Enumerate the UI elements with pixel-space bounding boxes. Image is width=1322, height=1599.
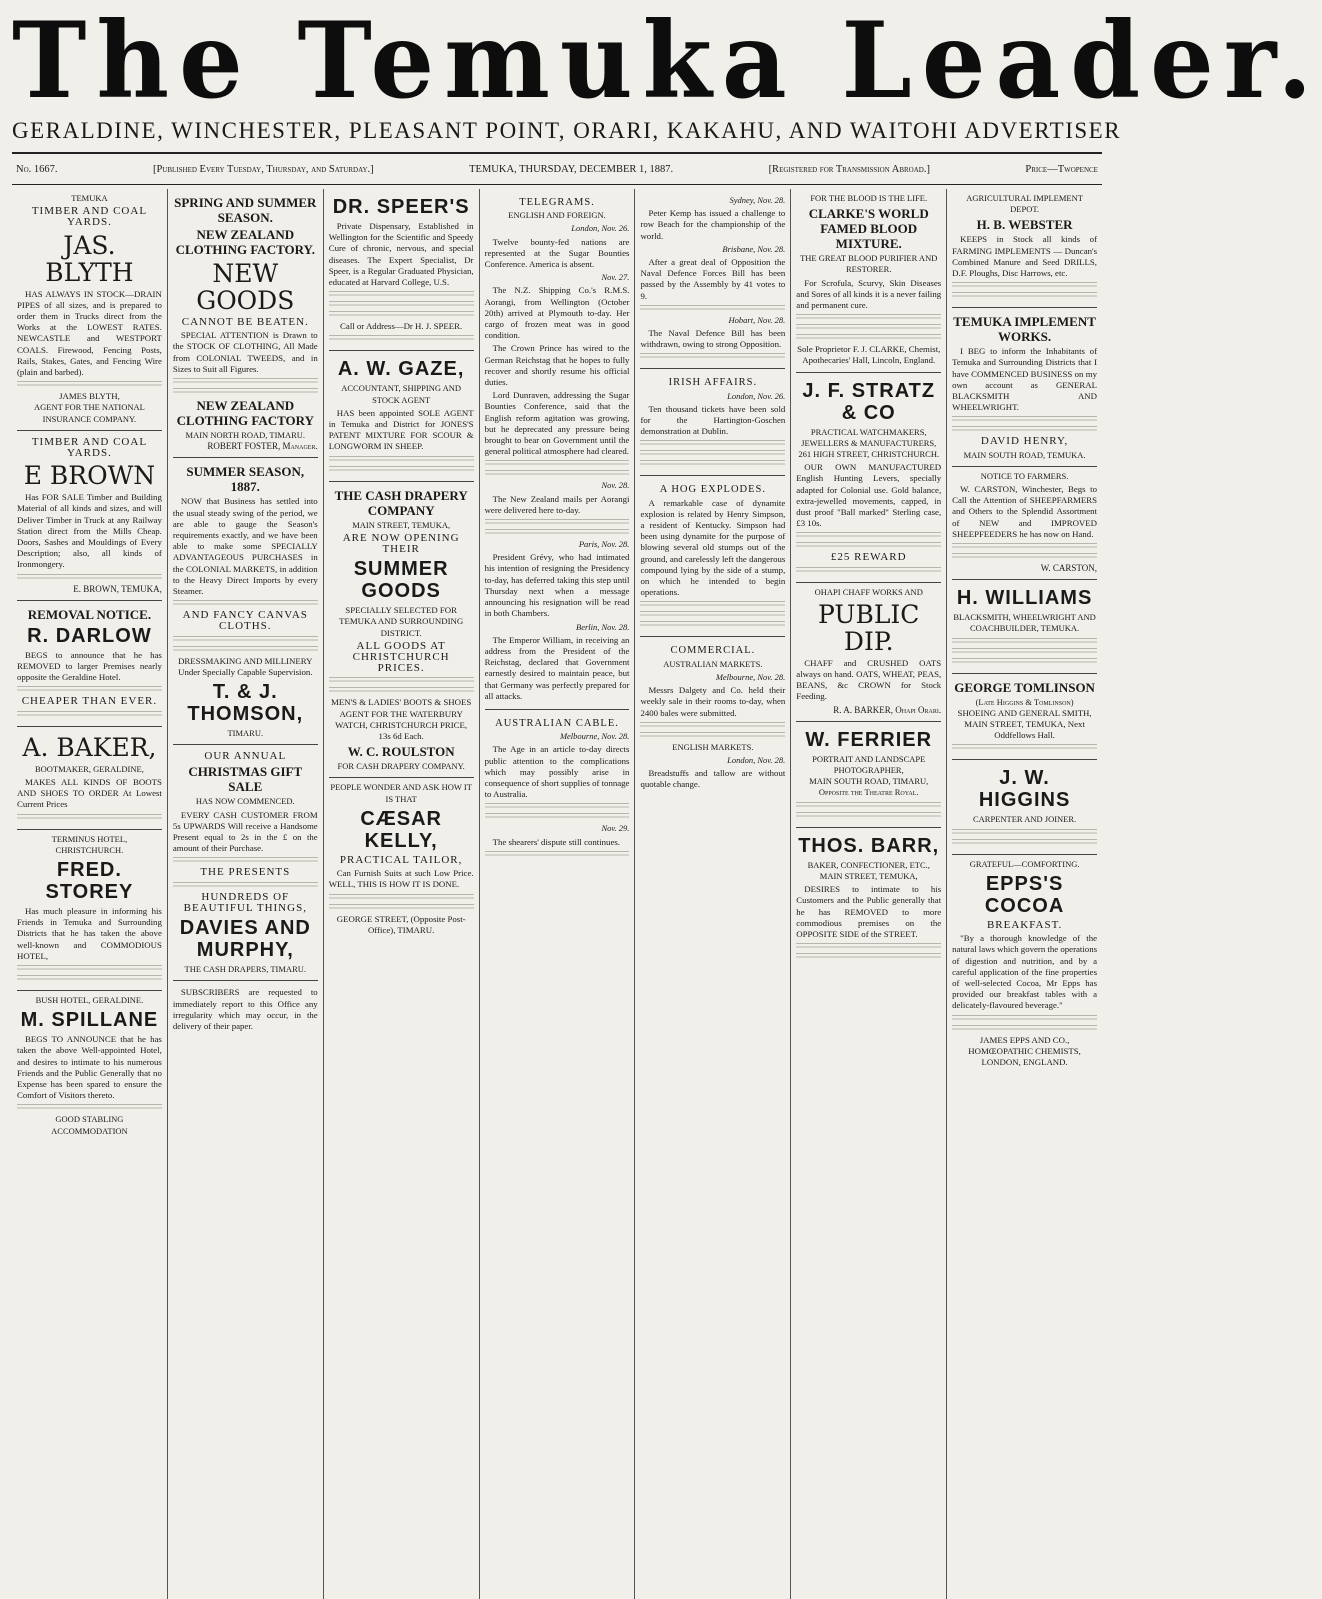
section-heading: A HOG EXPLODES. [659, 484, 767, 496]
issue-number: No. 1667. [16, 163, 58, 175]
ad-heading: REMOVAL NOTICE. [27, 606, 152, 622]
news-dateline: Nov. 29. [601, 823, 630, 834]
ad-line: HUNDREDS OF BEAUTIFUL THINGS, [183, 890, 307, 914]
newspaper-subtitle: GERALDINE, WINCHESTER, PLEASANT POINT, ORARI, KAKAHU, AND WAITOHI ADVERTISER [12, 118, 1122, 143]
irish-affairs-section [640, 369, 785, 476]
ad-address: MAIN SOUTH ROAD, TEMUKA. [963, 449, 1086, 460]
ad-trade: BLACKSMITH, WHEELWRIGHT AND COACHBUILDER, TEMUKA. [953, 612, 1096, 634]
column-5 [635, 189, 791, 1599]
ad-kicker: PEOPLE WONDER AND ASK HOW IT IS THAT [330, 782, 472, 804]
section-heading: COMMERCIAL. [670, 645, 756, 657]
ad-higgins [952, 760, 1097, 854]
ad-text: SPECIAL ATTENTION is Drawn to the STOCK OF CLOTHING, All Made from COLONIAL TWEEDS, and in Sizes to Suit all Figures. [172, 330, 318, 374]
ad-text: BEGS TO ANNOUNCE that he has taken the above Well-appointed Hotel, and desires to intimate to his numerous Friends and the Public Generally that no Expense has been spared to ensure the Comfort of Visitors thereto. [17, 1034, 162, 1101]
ad-line: MEN'S & LADIES' BOOTS & SHOES [331, 697, 472, 708]
ad-subheading: THE GREAT BLOOD PURIFIER AND RESTORER. [800, 253, 938, 275]
australian-cable-section [485, 710, 630, 866]
notice-text: SUBSCRIBERS are requested to immediately report to this Office any irregularity which may occur, in the delivery of their paper. [172, 987, 318, 1031]
issue-dateline: TEMUKA, THURSDAY, DECEMBER 1, 1887. [469, 163, 674, 175]
ad-text: Has FOR SALE Timber and Building Material of all kinds and sizes, and will Deliver Timber in Truck at any Railway Station direct from the Mills Cheap. Doors, Sashes and Mouldings of Every Description; also, all kinds of Ironmongery. [17, 492, 162, 570]
ad-heading: OHAPI CHAFF WORKS AND [814, 586, 923, 597]
ad-signature: JAMES EPPS AND CO., HOMŒOPATHIC CHEMISTS, LONDON, ENGLAND. [968, 1034, 1081, 1067]
ad-baker [17, 727, 162, 830]
publication-schedule: [Published Every Tuesday, Thursday, and Saturday.] [152, 163, 374, 175]
news-paragraph: Breadstuffs and tallow are without quotable change. [640, 768, 786, 790]
ad-text: HAS been appointed SOLE AGENT in Temuka and District for JONES'S PATENT MIXTURE FOR SCOUR & LONGWORM IN SHEEP. [328, 407, 474, 452]
section-subheading: ENGLISH AND FOREIGN. [508, 210, 606, 221]
ad-brown [17, 431, 162, 601]
news-dateline: Melbourne, Nov. 28. [559, 731, 630, 742]
ad-name: CLARKE'S WORLD FAMED BLOOD MIXTURE. [808, 206, 929, 252]
ad-signature: Sole Proprietor F. J. CLARKE, Chemist, Apothecaries' Hall, Lincoln, England. [797, 344, 941, 366]
ad-name: J. W. HIGGINS [978, 767, 1071, 812]
ad-trade: PORTRAIT AND LANDSCAPE PHOTOGRAPHER, [812, 753, 926, 776]
ad-address: MAIN STREET, TEMUKA, [352, 519, 451, 530]
news-paragraph: Twelve bounty-fed nations are represented at the Sugar Bounties Conference. America is absent. [484, 236, 630, 270]
ad-text: "By a thorough knowledge of the natural laws which govern the operations of digestion and nutrition, and by a careful application of the fine properties of well-selected Cocoa, Mr Epps has provided our breakfast tables with a delicately-flavoured beverage." [952, 933, 1098, 1011]
ad-name: DR. SPEER'S [332, 196, 470, 218]
ad-line: AND FANCY CANVAS CLOTHS. [182, 609, 308, 633]
news-paragraph: The N.Z. Shipping Co.'s R.M.S. Aorangi, from Wellington (October 20th) arrived at Plymouth to-day. Her cargo of frozen meat was in good condition. [484, 285, 630, 341]
ad-text: OUR OWN MANUFACTURED English Hunting Levers, specially adapted for Colonial use. Gold balance, extra-jewelled movements, capped, in dust proof "Ball marked" Sterling case, £3 10s. [796, 462, 942, 529]
ad-agent-note: AGENT FOR THE NATIONAL INSURANCE COMPANY. [33, 402, 145, 424]
ad-address: MAIN STREET, TEMUKA, [819, 870, 918, 881]
ad-ferrier [796, 722, 941, 828]
ad-kicker: GRATEFUL—COMFORTING. [969, 858, 1080, 869]
news-paragraph: The shearers' dispute still continues. [492, 836, 620, 847]
news-paragraph: The Emperor William, in receiving an address from the President of the Reichstag, declared that Government earnestly desired to maintain peace, but that Germany was perfectly prepared for all attacks. [484, 634, 630, 701]
ad-name: FRED. STOREY [45, 858, 134, 903]
column-1 [12, 189, 168, 1599]
ad-text: DESIRES to intimate to his Customers and the Public generally that he has REMOVED to more commodious premises on the OPPOSITE SIDE of the STREET. [796, 884, 942, 939]
ad-subheading: BREAKFAST. [986, 918, 1063, 931]
news-paragraph: A remarkable case of dynamite explosion is related by Henry Simpson, a resident of Kentucky. Simpson had been using dynamite for the purpose of blowing several old stumps out of the ground, and carelessly left the dangerous compound lying by the side of a stump, on which he intended to begin operations. [640, 497, 786, 598]
ad-address: MAIN SOUTH ROAD, TIMARU, Opposite the Theatre Royal. [809, 776, 929, 798]
news-dateline: London, Nov. 28. [727, 754, 786, 765]
ad-text: CHAFF and CRUSHED OATS always on hand. OATS, WHEAT, PEAS, BEANS, &c CROWN for Stock Feeding. [796, 657, 942, 702]
ad-darlow [17, 601, 162, 727]
ad-name: H. WILLIAMS [956, 587, 1093, 610]
news-paragraph: Peter Kemp has issued a challenge to row Beach for the championship of the world. [640, 208, 786, 241]
section-heading: AUSTRALIAN CABLE. [495, 717, 619, 729]
ad-carston [952, 467, 1097, 580]
ad-text: For Scrofula, Scurvy, Skin Diseases and Sores of all kinds it is a never failing and permanent cure. [796, 277, 942, 311]
ad-line: ALL GOODS AT CHRISTCHURCH PRICES. [352, 639, 450, 675]
ad-line: AGENT FOR THE WATERBURY WATCH, CHRISTCHURCH PRICE, 13s 6d Each. [335, 708, 468, 742]
ad-barr [796, 828, 941, 968]
ad-christmas-sale [173, 745, 318, 981]
ad-signature: ROBERT FOSTER, Manager. [207, 441, 318, 452]
columns [12, 189, 1102, 1599]
ad-trade: ACCOUNTANT, SHIPPING AND STOCK AGENT [341, 383, 462, 405]
ad-signature: W. CARSTON, [1040, 563, 1098, 574]
ad-trade: PRACTICAL WATCHMAKERS, JEWELLERS & MANUFACTURERS, [801, 426, 937, 448]
ad-text: SHOEING AND GENERAL SMITH, MAIN STREET, TEMUKA, Next Oddfellows Hall. [957, 707, 1092, 741]
ad-address: 261 HIGH STREET, CHRISTCHURCH. [798, 449, 940, 460]
ad-text: Has much pleasure in informing his Friends in Temuka and Surrounding Districts that he has taken the above well-known and COMMODIOUS HOTEL, [17, 905, 162, 961]
ad-trade: BAKER, CONFECTIONER, ETC., [807, 859, 930, 870]
subscribers-notice [173, 981, 318, 1039]
ad-name-repeat: NEW ZEALAND CLOTHING FACTORY [176, 398, 314, 429]
commercial-section [640, 637, 785, 797]
column-3 [324, 189, 480, 1599]
ad-heading: AGRICULTURAL IMPLEMENT DEPOT. [966, 193, 1083, 215]
ad-address: MAIN NORTH ROAD, TIMARU. [185, 430, 306, 441]
ad-feature: NEW GOODS [196, 259, 295, 315]
issue-info-bar [12, 152, 1102, 185]
ad-trade: CARPENTER AND JOINER. [972, 814, 1077, 825]
section-heading: IRISH AFFAIRS. [668, 377, 758, 389]
ad-name: NEW ZEALAND CLOTHING FACTORY. [175, 227, 316, 257]
hog-explodes-section [640, 476, 785, 637]
ad-name: CÆSAR KELLY, [360, 807, 442, 852]
masthead [12, 0, 1322, 122]
ad-subheading: (Late Higgins & Tomlinson) [975, 696, 1074, 707]
ad-text: Can Furnish Suits at such Low Price. WELL, THIS IS HOW IT IS DONE. [328, 868, 474, 890]
telegrams-section [485, 189, 630, 710]
ad-name: A. W. GAZE, [337, 358, 465, 381]
ad-name: A. BAKER, [22, 732, 157, 762]
ad-line: THE PRESENTS [200, 866, 291, 879]
ad-text: I BEG to inform the Inhabitants of Temuka and Surrounding Districts that I have COMMENCED BUSINESS on my own account as GENERAL BLACKSMITH AND WHEELWRIGHT. [952, 346, 1098, 413]
ad-storey [17, 830, 162, 991]
ad-clothing-factory [173, 189, 318, 458]
ad-name: W. FERRIER [805, 728, 933, 751]
ad-webster [952, 189, 1097, 308]
ad-summer-season [173, 458, 318, 745]
ad-name: EPPS'S COCOA [984, 872, 1065, 917]
ad-spillane [17, 991, 162, 1142]
news-paragraph: Ten thousand tickets have been sold for the Hartington-Goschen demonstration at Dublin. [640, 403, 786, 437]
ad-address: GEORGE STREET, (Opposite Post-Office), TIMARU. [336, 913, 466, 935]
news-paragraph: After a great deal of Opposition the Naval Defence Forces Bill has been passed by the Assembly by 41 votes to 9. [640, 257, 786, 301]
news-paragraph: The Age in an article to-day directs public attention to the complications which may possibly arise in consequence of short supplies of tonnage to Australia. [484, 744, 630, 800]
ad-kicker: FOR THE BLOOD IS THE LIFE. [810, 193, 928, 203]
news-paragraph: The Crown Prince has wired to the German Reichstag that he hopes to fully recover and shortly resume his official duties. [484, 343, 630, 388]
ad-text: EVERY CASH CUSTOMER FROM 5s UPWARDS Will receive a Handsome Present equal to 2s in the £ on the amount of their Purchase. [172, 809, 318, 854]
news-dateline: Melbourne, Nov. 28. [715, 671, 786, 682]
ad-subheading: HAS NOW COMMENCED. [195, 796, 295, 807]
ad-kicker: OUR ANNUAL [204, 750, 287, 763]
ad-heading: TIMBER AND COAL YARDS. [31, 205, 148, 229]
ad-trade: BOOTMAKER, GERALDINE, [35, 763, 144, 774]
news-paragraph: President Grévy, who had intimated his intention of resigning the Presidency to-day, has deferred taking this step until Thursday next when a message announcing his resignation will be read in both Chambers. [484, 552, 630, 619]
ad-subheading: THE CASH DRAPERS, TIMARU. [184, 964, 307, 975]
ad-tomlinson [952, 674, 1097, 761]
registration-note: [Registered for Transmission Abroad.] [768, 163, 930, 175]
ad-implement-works [952, 308, 1097, 467]
ad-signature: JAMES BLYTH, [59, 391, 120, 402]
ad-text: MAKES ALL KINDS OF BOOTS AND SHOES TO ORDER At Lowest Current Prices [17, 776, 162, 810]
ad-signature: E. BROWN, TEMUKA, [73, 583, 162, 594]
ad-text: KEEPS in Stock all kinds of FARMING IMPLEMENTS — Duncan's Combined Manure and Seed DRILLS, D.F. Ploughs, Disc Harrows, etc. [952, 234, 1098, 279]
ad-heading: SUMMER SEASON, 1887. [186, 464, 305, 495]
news-dateline: Brisbane, Nov. 28. [722, 243, 786, 254]
ad-text: BEGS to announce that he has REMOVED to larger Premises nearly opposite the Geraldine Hotel. [17, 649, 162, 683]
ad-heading: BUSH HOTEL, GERALDINE. [35, 994, 144, 1005]
column-4 [480, 189, 636, 1599]
column-7 [947, 189, 1102, 1599]
ad-name: J. F. STRATZ & CO [802, 379, 936, 424]
ad-text: NOW that Business has settled into the usual steady swing of the period, we are able to gauge the Season's requirements exactly, and we have been able to make some SPECIALLY ADVANTAGEOUS PURCHASES in the COLONIAL MARKETS, in addition to the Heavy Direct Imports by every Steamer. [172, 496, 318, 597]
ad-line: SPECIALLY SELECTED FOR TEMUKA AND SURROUNDING DISTRICT. [339, 605, 464, 638]
price: Price—Twopence [1025, 163, 1098, 175]
ad-footer: GOOD STABLING ACCOMMODATION [51, 1114, 128, 1136]
ad-name: PUBLIC DIP. [818, 599, 920, 656]
ad-dr-speer [329, 189, 474, 351]
ad-name: JAS. BLYTH [45, 230, 134, 287]
ad-name: R. DARLOW [27, 624, 152, 647]
news-paragraph: Lord Dunraven, addressing the Sugar Bounties Conference, said that the English reform agitation was growing, but he deprecated any pressure being brought to bear on Government until the general political atmosphere had cleared. [484, 390, 630, 457]
ad-slogan: CANNOT BE BEATEN. [181, 316, 309, 328]
ad-line: ARE NOW OPENING THEIR [342, 531, 460, 556]
ad-heading: TEMUKA IMPLEMENT WORKS. [953, 314, 1096, 345]
news-dateline: Hobart, Nov. 28. [728, 314, 786, 325]
ad-gaze [329, 351, 474, 481]
ad-text: W. CARSTON, Winchester, Begs to Call the Attention of SHEEPFARMERS and Others to the Splendid Assortment of NEW and IMPROVED SHEEPFEEDERS he has now on Hand. [952, 484, 1098, 539]
ad-heading: SPRING AND SUMMER SEASON. [174, 195, 317, 225]
ad-stratz [796, 373, 941, 583]
news-paragraph: The Naval Defence Bill has been withdrawn, owing to strong Opposition. [640, 328, 786, 350]
news-dateline: Nov. 27. [601, 272, 630, 283]
ad-text: Private Dispensary, Established in Wellington for the Scientific and Speedy Cure of chronic, nervous, and special diseases. The Expert Specialist, Dr Speer, is a Regular Graduated Physician, educated at Harvard College, U.S. [328, 221, 474, 288]
ad-name: H. B. WEBSTER [976, 217, 1073, 233]
ad-reward: £25 REWARD [830, 551, 907, 564]
section-subheading: ENGLISH MARKETS. [672, 741, 754, 752]
ad-heading: CHRISTMAS GIFT SALE [188, 764, 303, 795]
newspaper-title: The Temuka Leader. [12, 0, 1322, 122]
ad-cash-drapery [329, 482, 474, 779]
ad-blyth [17, 189, 162, 431]
ad-trade: PRACTICAL TAILOR, [339, 853, 463, 866]
ad-name: DAVIES AND MURPHY, [179, 917, 311, 962]
ad-subheading: FOR CASH DRAPERY COMPANY. [337, 761, 465, 772]
telegrams-continued [640, 189, 785, 369]
ad-name: THOS. BARR, [798, 834, 940, 857]
column-2 [168, 189, 324, 1599]
section-heading: TELEGRAMS. [519, 197, 595, 208]
ad-caesar-kelly [329, 778, 474, 940]
ad-slogan: CHEAPER THAN EVER. [21, 695, 158, 708]
ad-signature: R. A. BARKER, Ohapi Orari. [833, 704, 942, 715]
news-paragraph: Messrs Dalgety and Co. held their weekly sale in their rooms to-day, when 2400 bales were submitted. [640, 685, 786, 718]
news-dateline: London, Nov. 26. [571, 223, 630, 234]
ad-name: W. C. ROULSTON [347, 744, 455, 760]
ad-heading: TERMINUS HOTEL, CHRISTCHURCH. [51, 833, 128, 855]
ad-line: DRESSMAKING AND MILLINERY Under Specially Capable Supervision. [178, 655, 313, 677]
ad-feature: SUMMER GOODS [353, 558, 449, 603]
ad-name: E BROWN [23, 461, 156, 491]
section-subheading: AUSTRALIAN MARKETS. [663, 658, 763, 669]
news-paragraph: The New Zealand mails per Aorangi were delivered here to-day. [484, 493, 630, 515]
ad-heading: TIMBER AND COAL YARDS. [31, 435, 148, 460]
ad-town: TIMARU. [227, 728, 264, 739]
ad-ohapi-chaff [796, 583, 941, 722]
ad-heading: THE CASH DRAPERY COMPANY [334, 487, 468, 518]
ad-kicker: TEMUKA [71, 193, 108, 203]
ad-name: GEORGE TOMLINSON [954, 679, 1095, 695]
ad-name: M. SPILLANE [20, 1009, 159, 1032]
ad-heading: NOTICE TO FARMERS. [980, 470, 1069, 481]
news-dateline: Sydney, Nov. 28. [729, 195, 786, 205]
news-dateline: Paris, Nov. 28. [578, 539, 630, 550]
ad-text: HAS ALWAYS IN STOCK—DRAIN PIPES of all sizes, and is prepared to order them in Trucks direct from the Works at the LOWEST RATES. NEWCASTLE and WESTPORT COALS. Firewood, Fencing Posts, Rails, Stakes, Gates, and Fencing Wire (plain and barbed). [17, 288, 162, 378]
news-dateline: London, Nov. 26. [727, 390, 786, 401]
ad-name: T. & J. THOMSON, [187, 681, 304, 726]
ad-clarke-blood-mixture [796, 189, 941, 373]
ad-epps-cocoa [952, 855, 1097, 1073]
news-dateline: Berlin, Nov. 28. [576, 621, 630, 632]
news-dateline: Nov. 28. [601, 480, 630, 491]
ad-signature: DAVID HENRY, [980, 435, 1069, 448]
ad-williams [952, 580, 1097, 673]
ad-address: Call or Address—Dr H. J. SPEER. [340, 321, 463, 332]
column-6 [791, 189, 947, 1599]
